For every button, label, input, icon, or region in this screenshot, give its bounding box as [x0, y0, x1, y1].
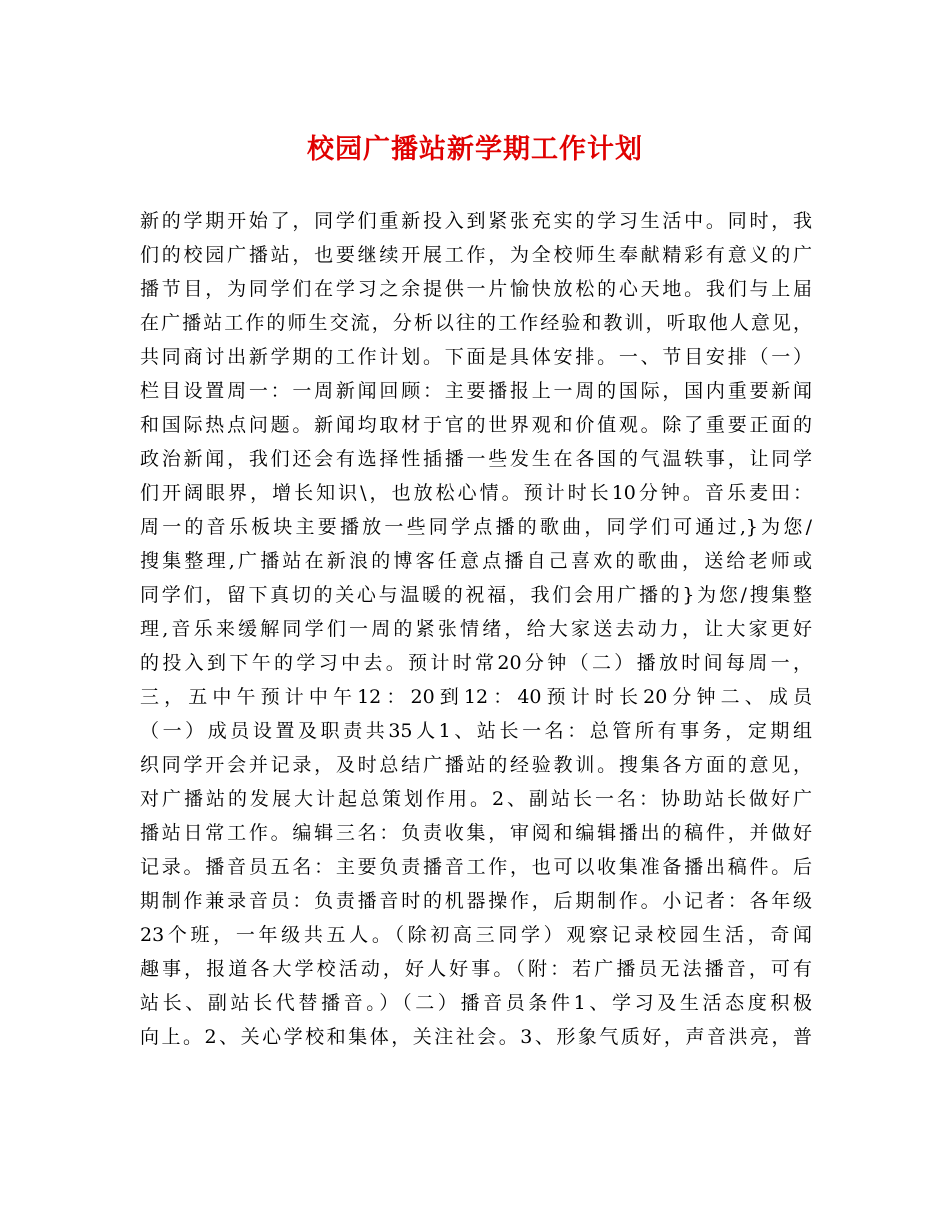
body-line: 共同商讨出新学期的工作计划。下面是具体安排。一、节目安排（一） [140, 346, 812, 368]
document-body [140, 204, 812, 1054]
body-line: 们开阔眼界，增长知识\，也放松心情。预计时长10分钟。音乐麦田： [140, 482, 812, 504]
body-line: 搜集整理,广播站在新浪的博客任意点播自己喜欢的歌曲，送给老师或 [140, 550, 812, 572]
body-line: 栏目设置周一：一周新闻回顾：主要播报上一周的国际，国内重要新闻 [140, 380, 812, 402]
body-line: 新的学期开始了，同学们重新投入到紧张充实的学习生活中。同时，我 [140, 210, 812, 232]
body-line: 和国际热点问题。新闻均取材于官的世界观和价值观。除了重要正面的 [140, 414, 812, 436]
body-line: 23个班，一年级共五人。（除初高三同学）观察记录校园生活，奇闻 [140, 924, 812, 946]
body-line: 播站日常工作。编辑三名：负责收集，审阅和编辑播出的稿件，并做好 [140, 822, 812, 844]
body-line: 趣事，报道各大学校活动，好人好事。（附：若广播员无法播音，可有 [140, 958, 812, 980]
body-line: （一）成员设置及职责共35人1、站长一名：总管所有事务，定期组 [140, 720, 812, 742]
body-line: 在广播站工作的师生交流，分析以往的工作经验和教训，听取他人意见， [140, 312, 812, 334]
body-line: 同学们，留下真切的关心与温暖的祝福，我们会用广播的}为您/搜集整 [140, 584, 812, 606]
body-line: 播节目，为同学们在学习之余提供一片愉快放松的心天地。我们与上届 [140, 278, 812, 300]
body-line: 理,音乐来缓解同学们一周的紧张情绪，给大家送去动力，让大家更好 [140, 618, 812, 640]
body-line: 的投入到下午的学习中去。预计时常20分钟（二）播放时间每周一， [140, 652, 812, 674]
body-line: 站长、副站长代替播音。）（二）播音员条件1、学习及生活态度积极 [140, 992, 812, 1014]
body-line: 三，五中午预计中午12：20到12：40预计时长20分钟二、成员 [140, 686, 812, 708]
document-title: 校园广播站新学期工作计划 [307, 134, 643, 165]
body-line: 织同学开会并记录，及时总结广播站的经验教训。搜集各方面的意见， [140, 754, 812, 776]
body-line: 向上。2、关心学校和集体，关注社会。3、形象气质好，声音洪亮，普 [140, 1026, 812, 1048]
body-line: 对广播站的发展大计起总策划作用。2、副站长一名：协助站长做好广 [140, 788, 812, 810]
body-line: 政治新闻，我们还会有选择性插播一些发生在各国的气温轶事，让同学 [140, 448, 812, 470]
body-line: 们的校园广播站，也要继续开展工作，为全校师生奉献精彩有意义的广 [140, 244, 812, 266]
body-line: 记录。播音员五名：主要负责播音工作，也可以收集准备播出稿件。后 [140, 856, 812, 878]
body-line: 期制作兼录音员：负责播音时的机器操作，后期制作。小记者：各年级 [140, 890, 812, 912]
body-line: 周一的音乐板块主要播放一些同学点播的歌曲，同学们可通过,}为您/ [140, 516, 812, 538]
